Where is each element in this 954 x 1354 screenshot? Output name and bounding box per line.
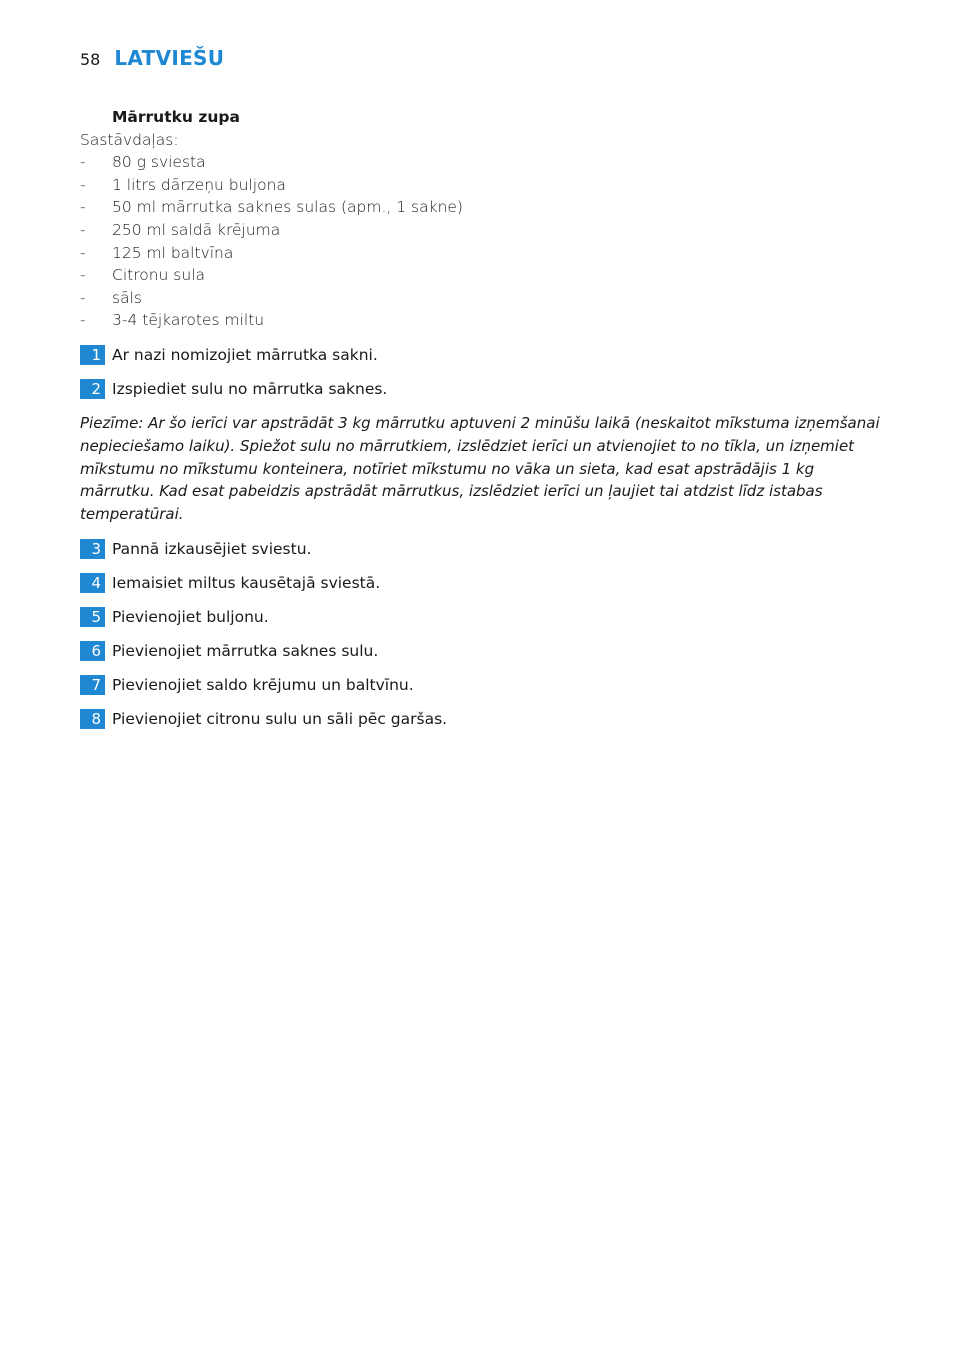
step-text: Pievienojiet saldo krējumu un baltvīnu.	[112, 675, 414, 694]
list-item	[80, 264, 890, 287]
step-item	[80, 572, 890, 594]
list-item	[80, 287, 890, 310]
step-item	[80, 344, 890, 366]
step-number-badge: 3	[80, 539, 105, 559]
note-label: Piezīme:	[80, 413, 144, 432]
list-item	[80, 242, 890, 265]
step-number-badge: 4	[80, 573, 105, 593]
step-number-badge: 7	[80, 675, 105, 695]
step-text: Ar nazi nomizojiet mārrutka sakni.	[112, 345, 378, 364]
steps-list-part2	[80, 538, 890, 730]
step-number-badge: 8	[80, 709, 105, 729]
step-item	[80, 606, 890, 628]
section-title: LATVIEŠU	[114, 46, 225, 70]
list-item	[80, 309, 890, 332]
bullet-dash: -	[80, 153, 86, 172]
step-item	[80, 674, 890, 696]
step-item	[80, 708, 890, 730]
note-text: Ar šo ierīci var apstrādāt 3 kg mārrutku aptuveni 2 minūšu laikā (neskaitot mīkstuma izņemšanai nepieciešamo laiku). Spiežot sulu no mārrutkiem, izslēdziet ierīci un atvienojiet to no tīkla, un izņemiet mīkstumu no mīkstumu konteinera, notīriet mīkstumu no vāka un sieta, kad esat apstrādājis 1 kg mārrutku. Kad esat pabeidzis apstrādāt mārrutkus, izslēdziet ierīci un ļaujiet tai atdzist līdz istabas temperatūrai.	[80, 413, 880, 524]
bullet-dash: -	[80, 220, 86, 239]
step-item	[80, 640, 890, 662]
bullet-dash: -	[80, 243, 86, 262]
bullet-dash: -	[80, 288, 86, 307]
ingredient-text: Citronu sula	[112, 266, 205, 285]
step-text: Pievienojiet buljonu.	[112, 607, 269, 626]
bullet-dash: -	[80, 266, 86, 285]
page-content	[80, 106, 890, 730]
ingredient-text: 3-4 tējkarotes miltu	[112, 311, 265, 330]
ingredients-list	[80, 151, 890, 332]
bullet-dash: -	[80, 198, 86, 217]
list-item	[80, 196, 890, 219]
ingredient-text: 250 ml saldā krējuma	[112, 220, 281, 239]
list-item	[80, 151, 890, 174]
list-item	[80, 219, 890, 242]
step-number-badge: 1	[80, 345, 105, 365]
step-number-badge: 6	[80, 641, 105, 661]
bullet-dash: -	[80, 175, 86, 194]
note-paragraph	[80, 412, 890, 526]
recipe-title: Mārrutku zupa	[112, 108, 240, 126]
step-text: Pannā izkausējiet sviestu.	[112, 539, 312, 558]
bullet-dash: -	[80, 311, 86, 330]
step-item	[80, 378, 890, 400]
step-number-badge: 5	[80, 607, 105, 627]
step-number-badge: 2	[80, 379, 105, 399]
steps-list-part1	[80, 344, 890, 400]
step-text: Izspiediet sulu no mārrutka saknes.	[112, 379, 388, 398]
step-text: Pievienojiet citronu sulu un sāli pēc garšas.	[112, 709, 448, 728]
step-text: Pievienojiet mārrutka saknes sulu.	[112, 641, 379, 660]
page-header	[80, 46, 224, 74]
ingredient-text: 50 ml mārrutka saknes sulas (apm., 1 sakne)	[112, 198, 463, 217]
page-number: 58	[80, 50, 101, 69]
ingredient-text: 1 litrs dārzeņu buljona	[112, 175, 286, 194]
step-item	[80, 538, 890, 560]
ingredients-heading: Sastāvdaļas:	[80, 130, 179, 149]
step-text: Iemaisiet miltus kausētajā sviestā.	[112, 573, 381, 592]
ingredient-text: sāls	[112, 288, 142, 307]
list-item	[80, 174, 890, 197]
ingredient-text: 125 ml baltvīna	[112, 243, 234, 262]
ingredient-text: 80 g sviesta	[112, 153, 206, 172]
